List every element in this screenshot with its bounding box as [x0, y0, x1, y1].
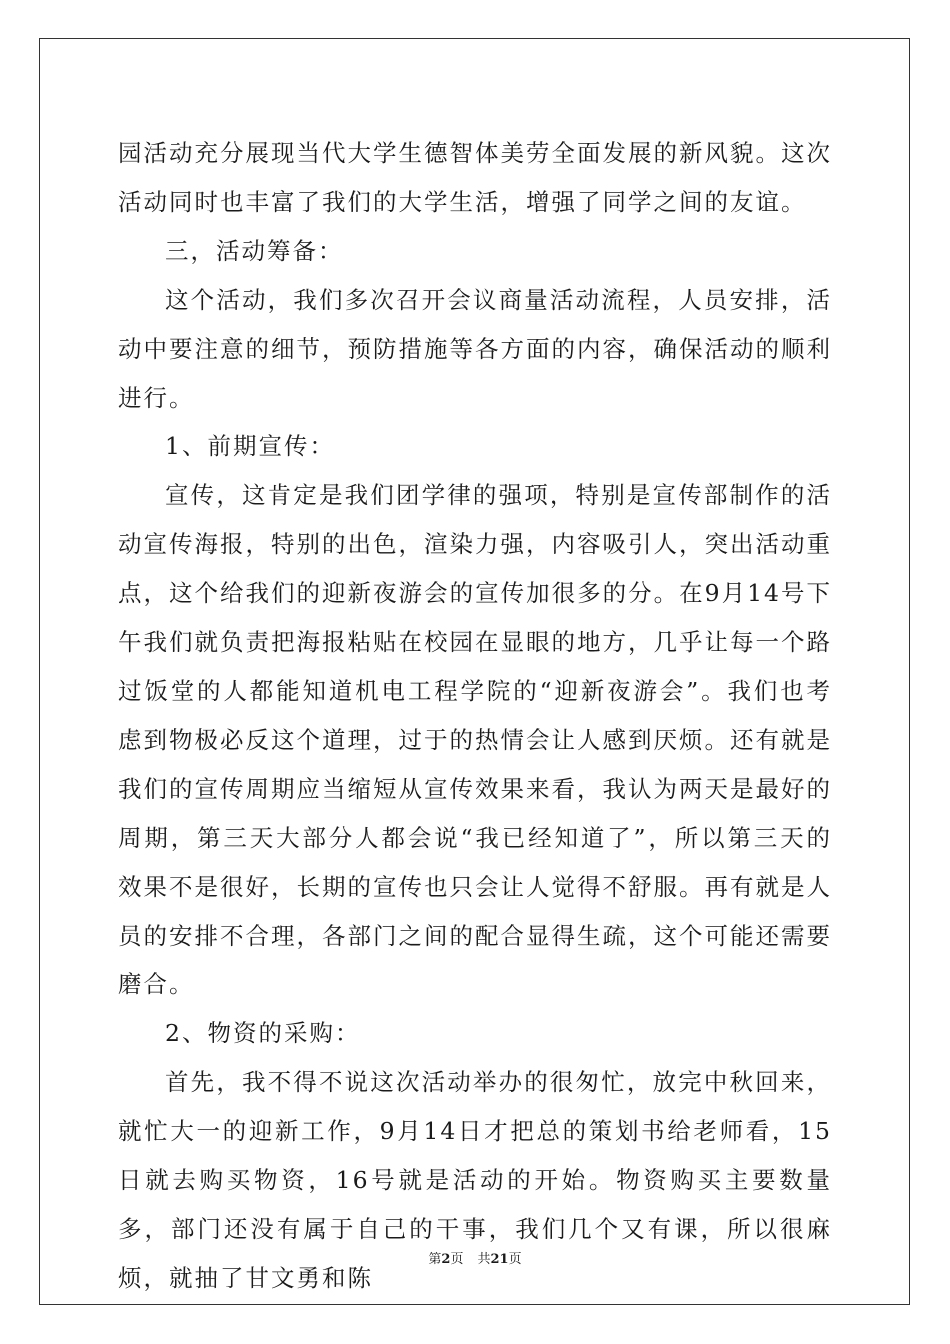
page-prefix: 第 [428, 1252, 442, 1267]
total-suffix: 页 [508, 1252, 522, 1267]
heading-activity-preparation: 三，活动筹备： [165, 236, 344, 265]
page-number: 2 [441, 1252, 451, 1267]
paragraph-purchase: 首先，我不得不说这次活动举办的很匆忙，放完中秋回来，就忙大一的迎新工作，9月14日才把总的策划书给老师看，15日就去购买物资，16号就是活动的开始。物资购买主要数量多，部门还没有属于自己的干事，我们几个又有课，所以很麻烦，就抽了甘文勇和陈 [118, 1068, 832, 1292]
heading-material-purchase: 2、物资的采购： [165, 1019, 361, 1048]
heading-early-publicity: 1、前期宣传： [165, 432, 335, 461]
document-body [118, 129, 832, 1303]
total-prefix: 共 [477, 1252, 491, 1267]
total-pages: 21 [490, 1252, 509, 1267]
paragraph-preparation: 这个活动，我们多次召开会议商量活动流程，人员安排，活动中要注意的细节，预防措施等各方面的内容，确保活动的顺利进行。 [118, 285, 832, 412]
page-suffix: 页 [450, 1252, 464, 1267]
paragraph-publicity: 宣传，这肯定是我们团学律的强项，特别是宣传部制作的活动宣传海报，特别的出色，渲染力强，内容吸引人，突出活动重点，这个给我们的迎新夜游会的宣传加很多的分。在9月14号下午我们就负责把海报粘贴在校园在显眼的地方，几乎让每一个路过饭堂的人都能知道机电工程学院的“迎新夜游会”。我们也考虑到物极必反这个道理，过于的热情会让人感到厌烦。还有就是我们的宣传周期应当缩短从宣传效果来看，我认为两天是最好的周期，第三天大部分人都会说“我已经知道了”，所以第三天的效果不是很好，长期的宣传也只会让人觉得不舒服。再有就是人员的安排不合理，各部门之间的配合显得生疏，这个可能还需要磨合。 [118, 481, 832, 999]
page-footer [0, 1248, 950, 1267]
paragraph-1: 园活动充分展现当代大学生德智体美劳全面发展的新风貌。这次活动同时也丰富了我们的大学生活，增强了同学之间的友谊。 [118, 139, 832, 216]
